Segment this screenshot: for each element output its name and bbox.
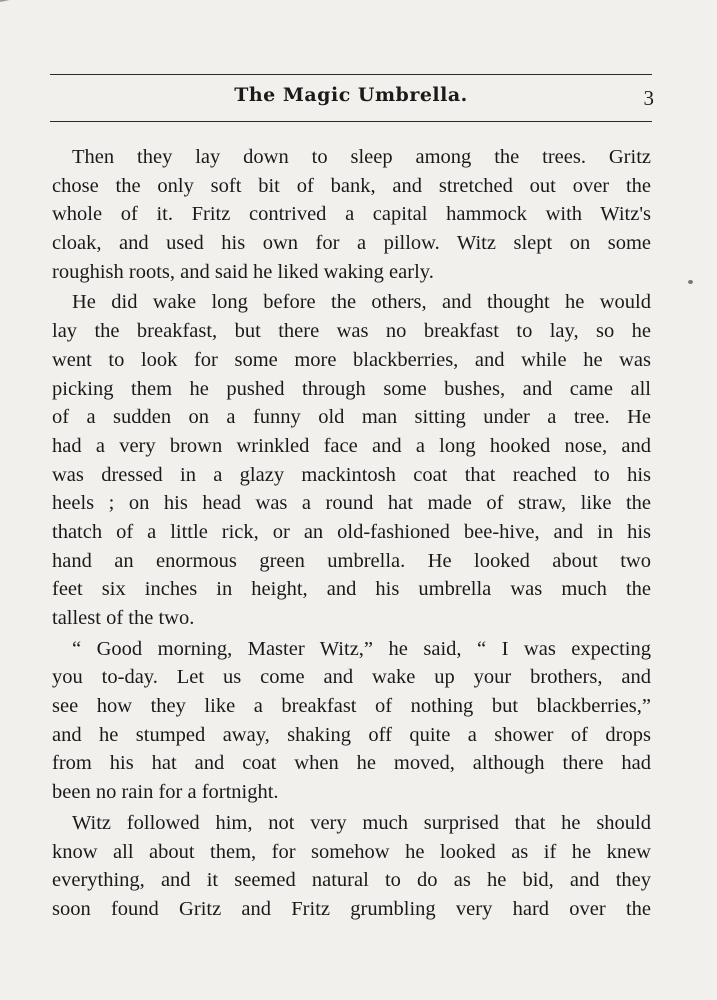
text-line: roughish roots, and said he liked waking early.	[52, 260, 434, 283]
text-line: thatch of a little rick, or an old-fashioned bee-hive, and in his	[52, 520, 651, 543]
text-line: tallest of the two.	[52, 607, 195, 629]
text-line: of a sudden on a funny old man sitting under a tree. He	[52, 406, 651, 429]
text-line: see how they like a breakfast of nothing but blackberries,”	[52, 695, 651, 718]
paragraph	[52, 635, 651, 807]
text-line: had a very brown wrinkled face and a long hooked nose, and	[52, 434, 651, 457]
body-text	[52, 143, 651, 924]
text-line: everything, and it seemed natural to do as he bid, and they	[52, 869, 651, 892]
text-line: been no rain for a fortnight.	[52, 781, 279, 804]
text-line: was dressed in a glazy mackintosh coat that reached to his	[52, 463, 651, 486]
text-line: lay the breakfast, but there was no breakfast to lay, so he	[52, 320, 651, 343]
text-line: and he stumped away, shaking off quite a shower of drops	[52, 723, 651, 746]
text-line: cloak, and used his own for a pillow. Witz slept on some	[52, 232, 651, 255]
text-line: picking them he pushed through some bushes, and came all	[52, 377, 651, 400]
text-line: feet six inches in height, and his umbrella was much the	[52, 578, 651, 601]
text-line: you to-day. Let us come and wake up your brothers, and	[52, 666, 651, 689]
header-bottom-rule	[50, 121, 652, 122]
header-top-rule	[50, 74, 652, 75]
page-number: 3	[643, 86, 654, 110]
text-line: from his hat and coat when he moved, although there had	[52, 752, 651, 775]
text-line: “ Good morning, Master Witz,” he said, “ I was expecting	[72, 637, 651, 660]
text-line: soon found Gritz and Fritz grumbling very hard over the	[52, 897, 651, 920]
paragraph	[52, 288, 651, 632]
text-line: went to look for some more blackberries, and while he was	[52, 348, 651, 371]
ink-speck	[688, 280, 693, 284]
paragraph	[52, 143, 651, 286]
text-line: Then they lay down to sleep among the trees. Gritz	[72, 146, 651, 168]
text-line: hand an enormous green umbrella. He looked about two	[52, 549, 651, 572]
text-line: Witz followed him, not very much surprised that he should	[72, 811, 651, 834]
page-corner-mark	[0, 0, 13, 7]
text-line: heels ; on his head was a round hat made of straw, like the	[52, 492, 651, 515]
running-title: The Magic Umbrella.	[234, 84, 468, 106]
text-line: whole of it. Fritz contrived a capital hammock with Witz's	[52, 203, 651, 226]
text-line: chose the only soft bit of bank, and stretched out over the	[52, 174, 651, 197]
paragraph	[52, 809, 651, 924]
text-line: know all about them, for somehow he looked as if he knew	[52, 840, 651, 863]
text-line: He did wake long before the others, and thought he would	[72, 291, 651, 314]
